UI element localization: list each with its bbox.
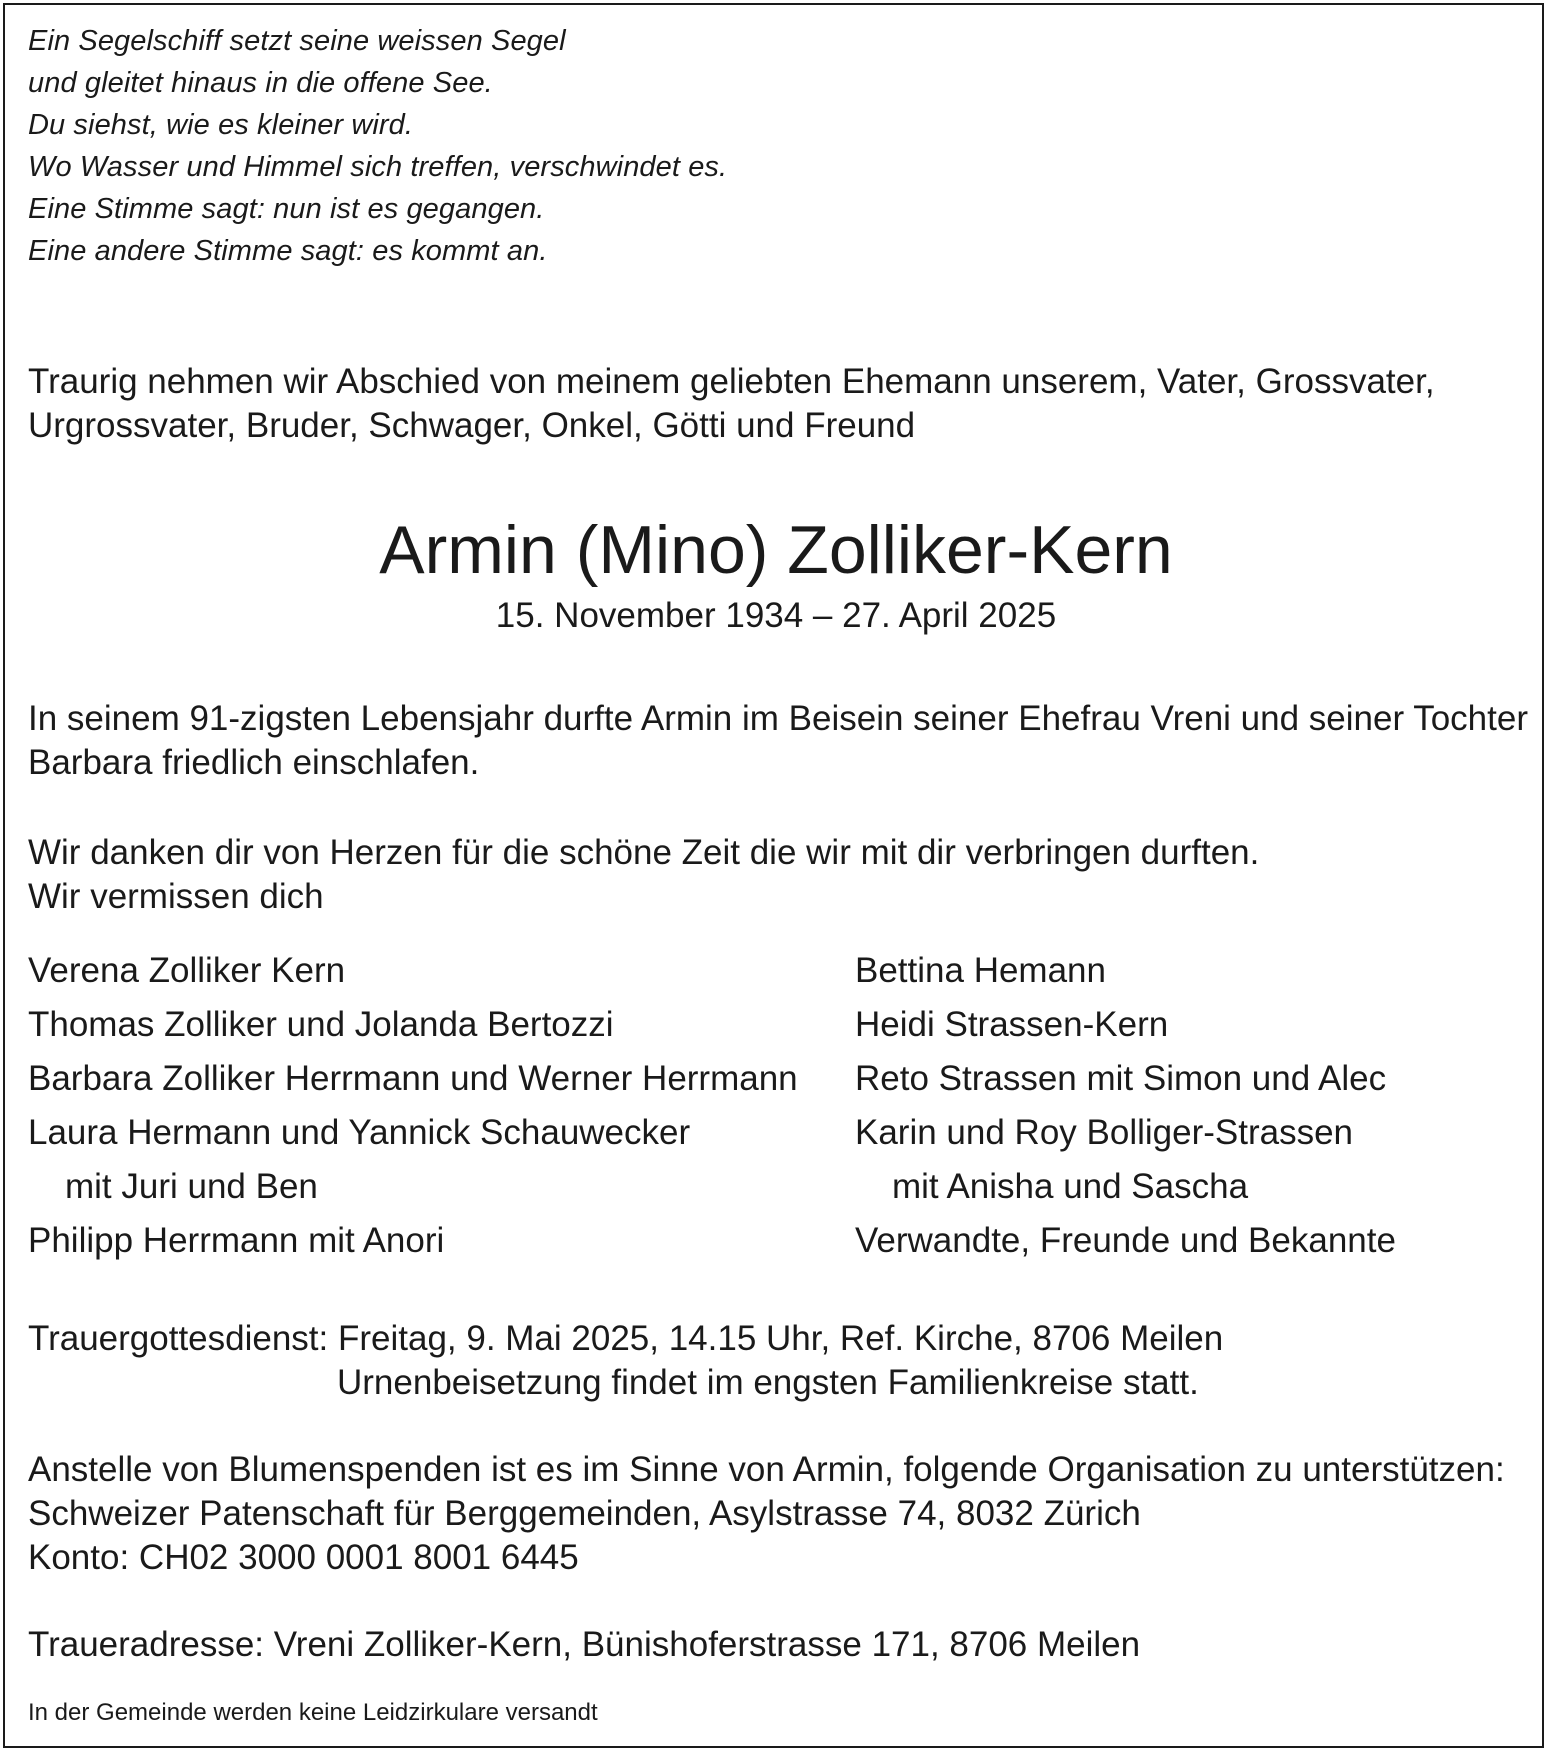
life-line: In seinem 91-zigsten Lebensjahr durfte Armin im Beisein seiner Ehefrau Vreni und seiner Tochter — [28, 699, 1528, 738]
mourners-right-column — [855, 944, 1396, 1268]
poem-line: Du siehst, wie es kleiner wird. — [28, 109, 414, 141]
mourner-entry: Laura Hermann und Yannick Schauwecker — [28, 1113, 691, 1152]
thanks-line: Wir danken dir von Herzen für die schöne Zeit die wir mit dir verbringen durften. — [28, 833, 1260, 872]
poem — [28, 20, 727, 272]
mourner-entry-continuation: mit Juri und Ben — [65, 1167, 318, 1206]
mourning-address: Traueradresse: Vreni Zolliker-Kern, Bünishoferstrasse 171, 8706 Meilen — [28, 1625, 1141, 1664]
mourner-entry: Reto Strassen mit Simon und Alec — [855, 1059, 1387, 1098]
mourners-left-column — [28, 944, 798, 1268]
poem-line: Ein Segelschiff setzt seine weissen Segel — [28, 25, 566, 57]
mourner-entry: Thomas Zolliker und Jolanda Bertozzi — [28, 1005, 614, 1044]
mourner-entry-continuation: mit Anisha und Sascha — [892, 1167, 1249, 1206]
footnote: In der Gemeinde werden keine Leidzirkulare versandt — [28, 1699, 598, 1726]
donation-organisation: Schweizer Patenschaft für Berggemeinden, Asylstrasse 74, 8032 Zürich — [28, 1494, 1141, 1533]
donation-info — [28, 1448, 1505, 1580]
mourner-entry: Verwandte, Freunde und Bekannte — [855, 1221, 1396, 1260]
mourner-entry: Bettina Hemann — [855, 951, 1106, 990]
thanks-paragraph — [28, 831, 1259, 919]
life-paragraph — [28, 697, 1528, 785]
mourner-entry: Philipp Herrmann mit Anori — [28, 1221, 445, 1260]
burial-line: Urnenbeisetzung findet im engsten Familienkreise statt. — [337, 1363, 1199, 1402]
mourner-entry: Barbara Zolliker Herrmann und Werner Herrmann — [28, 1059, 798, 1098]
mourner-entry: Heidi Strassen-Kern — [855, 1005, 1169, 1044]
donation-line: Anstelle von Blumenspenden ist es im Sinne von Armin, folgende Organisation zu unterstützen: — [28, 1450, 1505, 1489]
service-info — [28, 1317, 1223, 1405]
intro-paragraph — [28, 360, 1435, 448]
deceased-name: Armin (Mino) Zolliker-Kern — [379, 512, 1173, 588]
intro-line: Urgrossvater, Bruder, Schwager, Onkel, Götti und Freund — [28, 406, 916, 445]
life-line: Barbara friedlich einschlafen. — [28, 743, 480, 782]
poem-line: und gleitet hinaus in die offene See. — [28, 67, 493, 99]
life-dates: 15. November 1934 – 27. April 2025 — [495, 596, 1057, 635]
poem-line: Eine Stimme sagt: nun ist es gegangen. — [28, 193, 545, 225]
intro-line: Traurig nehmen wir Abschied von meinem geliebten Ehemann unserem, Vater, Grossvater, — [28, 362, 1435, 401]
mourner-entry: Verena Zolliker Kern — [28, 951, 346, 990]
mourner-entry: Karin und Roy Bolliger-Strassen — [855, 1113, 1354, 1152]
poem-line: Wo Wasser und Himmel sich treffen, verschwindet es. — [28, 151, 728, 183]
donation-account: Konto: CH02 3000 0001 8001 6445 — [28, 1538, 579, 1577]
poem-line: Eine andere Stimme sagt: es kommt an. — [28, 235, 548, 267]
service-line: Trauergottesdienst: Freitag, 9. Mai 2025, 14.15 Uhr, Ref. Kirche, 8706 Meilen — [28, 1319, 1224, 1358]
thanks-line: Wir vermissen dich — [28, 877, 324, 916]
